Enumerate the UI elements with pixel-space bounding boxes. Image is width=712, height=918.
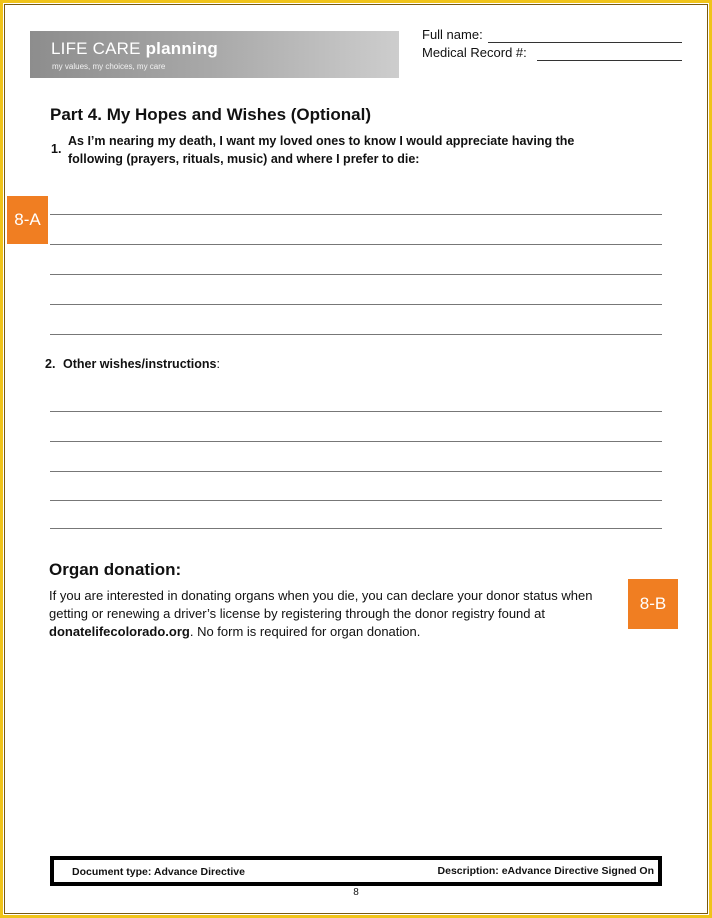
answer-2-line[interactable] xyxy=(50,411,662,412)
answer-1-line[interactable] xyxy=(50,214,662,215)
medical-record-label: Medical Record #: xyxy=(422,45,527,60)
logo-wordmark xyxy=(51,39,218,59)
footer-box xyxy=(50,856,662,886)
answer-2-line[interactable] xyxy=(50,441,662,442)
full-name-label: Full name: xyxy=(422,27,483,42)
logo-tagline: my values, my choices, my care xyxy=(52,62,166,71)
organ-text-line2: getting or renewing a driver’s license by registering through the donor registry found at xyxy=(49,606,545,621)
donate-life-link[interactable]: donatelifecolorado.org xyxy=(49,624,190,639)
question-1-text-line2: following (prayers, rituals, music) and where I prefer to die: xyxy=(68,152,420,166)
full-name-field[interactable] xyxy=(488,42,682,43)
organ-donation-heading: Organ donation: xyxy=(49,560,182,579)
answer-2-line[interactable] xyxy=(50,471,662,472)
answer-1-line[interactable] xyxy=(50,334,662,335)
tab-8a: 8-A xyxy=(7,196,48,244)
answer-1-line[interactable] xyxy=(50,244,662,245)
footer-description: Description: eAdvance Directive Signed On xyxy=(437,865,654,877)
question-2-text xyxy=(63,357,220,371)
footer-document-type: Document type: Advance Directive xyxy=(72,866,245,878)
organ-text-line3-rest: . No form is required for organ donation. xyxy=(189,624,421,639)
tab-8b: 8-B xyxy=(628,579,678,629)
organ-text-line1: If you are interested in donating organs when you die, you can declare your donor status when xyxy=(49,588,593,603)
organ-text-line3 xyxy=(49,623,624,641)
question-1-text-line1: As I’m nearing my death, I want my loved ones to know I would appreciate having the xyxy=(68,134,575,148)
organ-donation-text xyxy=(49,587,624,641)
answer-1-line[interactable] xyxy=(50,274,662,275)
answer-2-line[interactable] xyxy=(50,528,662,529)
part-title: Part 4. My Hopes and Wishes (Optional) xyxy=(50,105,372,124)
medical-record-field[interactable] xyxy=(537,60,682,61)
life-care-planning-logo xyxy=(30,31,399,78)
answer-2-line[interactable] xyxy=(50,500,662,501)
question-1-number: 1. xyxy=(51,142,62,156)
question-2-label: Other wishes/instructions xyxy=(63,357,217,371)
question-2-colon: : xyxy=(216,357,220,371)
logo-brand-light: LIFE CARE xyxy=(51,39,141,58)
question-2-number: 2. xyxy=(45,357,56,371)
page-number: 8 xyxy=(353,887,359,898)
answer-1-line[interactable] xyxy=(50,304,662,305)
logo-brand-bold: planning xyxy=(145,39,219,58)
